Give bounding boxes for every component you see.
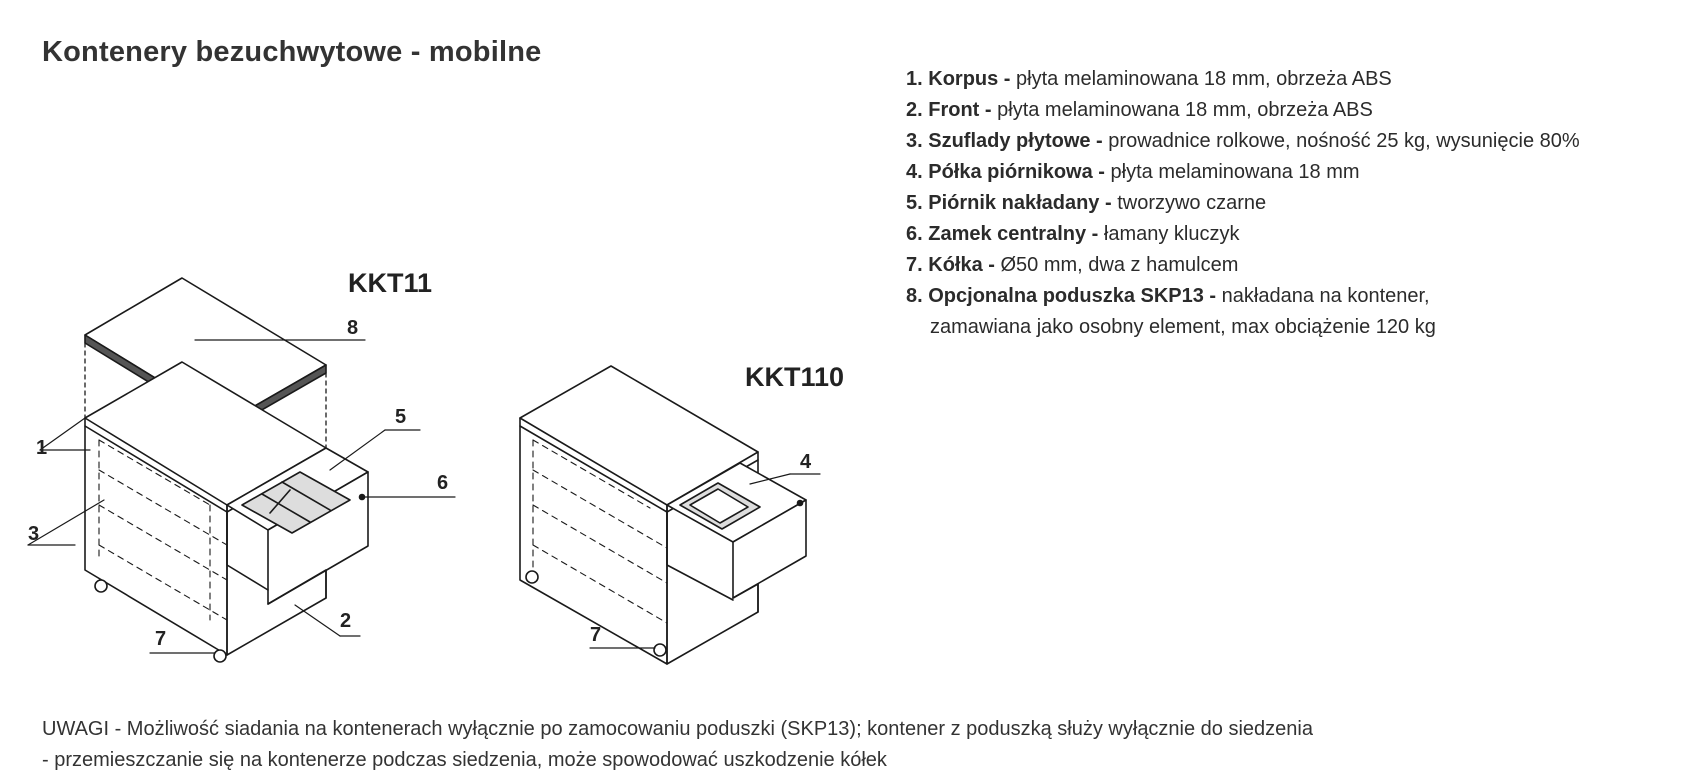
spec-item: 4. Półka piórnikowa - płyta melaminowana 18 mm — [906, 161, 1360, 183]
callout-6: 6 — [437, 472, 449, 494]
callout-8: 8 — [347, 317, 359, 339]
callout-2: 2 — [340, 610, 352, 632]
note-line: UWAGI - Możliwość siadania na kontenerach wyłącznie po zamocowaniu poduszki (SKP13); kontener z poduszką służy wyłącznie do siedzenia — [42, 718, 1313, 740]
cabinet-kkt110-drawing — [520, 366, 820, 664]
cabinet-kkt11-drawing — [28, 278, 455, 662]
model-label-kkt11: KKT11 — [348, 268, 433, 298]
spec-item: 7. Kółka - Ø50 mm, dwa z hamulcem — [906, 254, 1239, 276]
spec-item: 8. Opcjonalna poduszka SKP13 - nakładana na kontener, — [906, 285, 1430, 307]
callout-4: 4 — [800, 451, 812, 473]
note-line: - przemieszczanie się na kontenerze podczas siedzenia, może spowodować uszkodzenie kółek — [42, 749, 887, 771]
spec-item: 6. Zamek centralny - łamany kluczyk — [906, 223, 1240, 245]
spec-item: 5. Piórnik nakładany - tworzywo czarne — [906, 192, 1267, 214]
callout-7-kkt110: 7 — [590, 624, 602, 646]
spec-item: 3. Szuflady płytowe - prowadnice rolkowe, nośność 25 kg, wysunięcie 80% — [906, 130, 1580, 152]
page-title: Kontenery bezuchwytowe - mobilne — [42, 36, 542, 68]
model-label-kkt110: KKT110 — [745, 362, 845, 392]
spec-item: 1. Korpus - płyta melaminowana 18 mm, obrzeża ABS — [906, 68, 1392, 90]
callout-1: 1 — [36, 437, 48, 459]
callout-5: 5 — [395, 406, 407, 428]
spec-item-continuation: zamawiana jako osobny element, max obciążenie 120 kg — [930, 316, 1436, 338]
spec-item: 2. Front - płyta melaminowana 18 mm, obrzeża ABS — [906, 99, 1373, 121]
callout-7: 7 — [155, 628, 167, 650]
callout-3: 3 — [28, 523, 40, 545]
